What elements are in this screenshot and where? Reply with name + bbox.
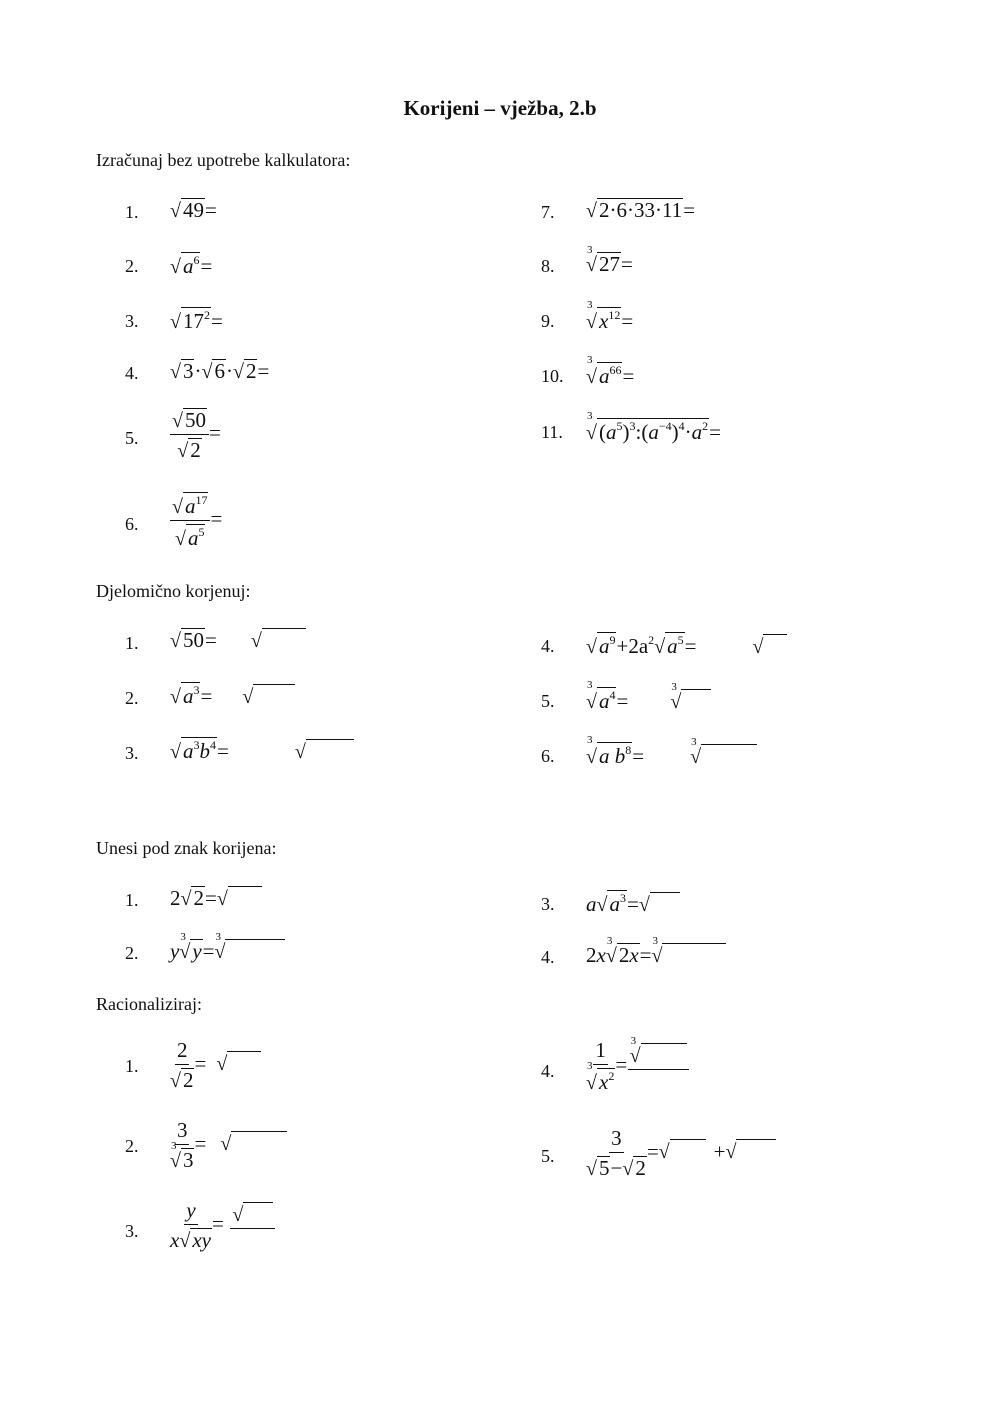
item-number: 2.	[125, 256, 139, 276]
item-number: 1.	[125, 633, 139, 653]
item-number: 3.	[125, 1221, 139, 1241]
item-number: 8.	[541, 256, 555, 276]
section-heading-partial: Djelomično korjenuj:	[96, 581, 251, 601]
rational-expr-2[interactable]: 3 3 √3 = √	[170, 1120, 287, 1171]
calc-expr-2: $√a^6=$	[170, 253, 213, 278]
partial-expr-4[interactable]: $√a^9+2a^2√a^5=$ √	[586, 632, 787, 657]
partial-expr-5[interactable]: 3 $√a^4=$ 3 √	[586, 687, 711, 712]
calc-expr-7: √2·6·33·11=	[586, 198, 696, 222]
item-number: 2.	[125, 1136, 139, 1156]
calc-expr-11: 3 $√(a^5)^3:(a^{-4})^4\cdot a^2=$	[586, 410, 721, 444]
item-number: 11.	[541, 422, 563, 442]
calc-expr-8: 3 √27=	[586, 244, 633, 276]
item-number: 5.	[541, 1146, 555, 1166]
calc-expr-6: $\frac{√a^{17}}{√a^5}$ =	[172, 493, 223, 550]
rational-expr-4[interactable]: 1 3 $√x^2$ = 3 √	[586, 1040, 689, 1093]
item-number: 7.	[541, 202, 555, 222]
under-expr-1[interactable]: 2√2=√	[170, 886, 262, 909]
item-number: 4.	[541, 947, 555, 967]
item-number: 1.	[125, 202, 139, 222]
item-number: 5.	[541, 691, 555, 711]
item-number: 3.	[125, 743, 139, 763]
item-number: 4.	[541, 1061, 555, 1081]
calc-expr-3: $√17^2=$	[170, 308, 223, 333]
item-number: 1.	[125, 890, 139, 910]
item-number: 2.	[125, 688, 139, 708]
partial-expr-1[interactable]: √50= √	[170, 628, 306, 651]
rational-expr-5[interactable]: $\frac{3}{√5-√2}$ =√ +√	[586, 1128, 776, 1179]
item-number: 2.	[125, 943, 139, 963]
item-number: 1.	[125, 1056, 139, 1076]
calc-expr-1: √49=	[170, 198, 217, 222]
section-heading-under: Unesi pod znak korijena:	[96, 838, 277, 858]
item-number: 4.	[125, 363, 139, 383]
partial-expr-3[interactable]: $√a^3b^4=$ √	[170, 737, 354, 762]
item-number: 3.	[541, 894, 555, 914]
calc-expr-5: $\frac{√50}{√2}$ =	[172, 408, 221, 462]
item-number: 6.	[125, 514, 139, 534]
section-heading-rational: Racionaliziraj:	[96, 994, 202, 1014]
rational-expr-1[interactable]: $\frac{2}{√2}$ = √	[170, 1040, 261, 1091]
item-number: 5.	[125, 428, 139, 448]
rational-expr-3[interactable]: $\frac{y}{x√xy}$ = √	[170, 1200, 282, 1251]
partial-expr-6[interactable]: 3 √a $b^8=$ 3 √	[586, 742, 757, 767]
section-heading-calc: Izračunaj bez upotrebe kalkulatora:	[96, 150, 351, 170]
calc-expr-4: √3·√6·√2=	[170, 359, 270, 383]
under-expr-2[interactable]: y 3 √y= 3 √	[170, 939, 285, 962]
calc-expr-9: 3 $√x^{12}=$	[586, 299, 634, 333]
item-number: 10.	[541, 366, 564, 386]
calc-expr-10: 3 $√a^{66}=$	[586, 354, 635, 388]
item-number: 4.	[541, 636, 555, 656]
under-expr-4[interactable]: 2x 3 √2x= 3 √	[586, 943, 726, 966]
partial-expr-2[interactable]: $√a^3=$ √	[170, 682, 295, 707]
item-number: 9.	[541, 311, 555, 331]
page-title: Korijeni – vježba, 2.b	[403, 96, 597, 120]
item-number: 6.	[541, 746, 555, 766]
item-number: 3.	[125, 311, 139, 331]
under-expr-3[interactable]: $a√a^3=√$	[586, 890, 680, 915]
